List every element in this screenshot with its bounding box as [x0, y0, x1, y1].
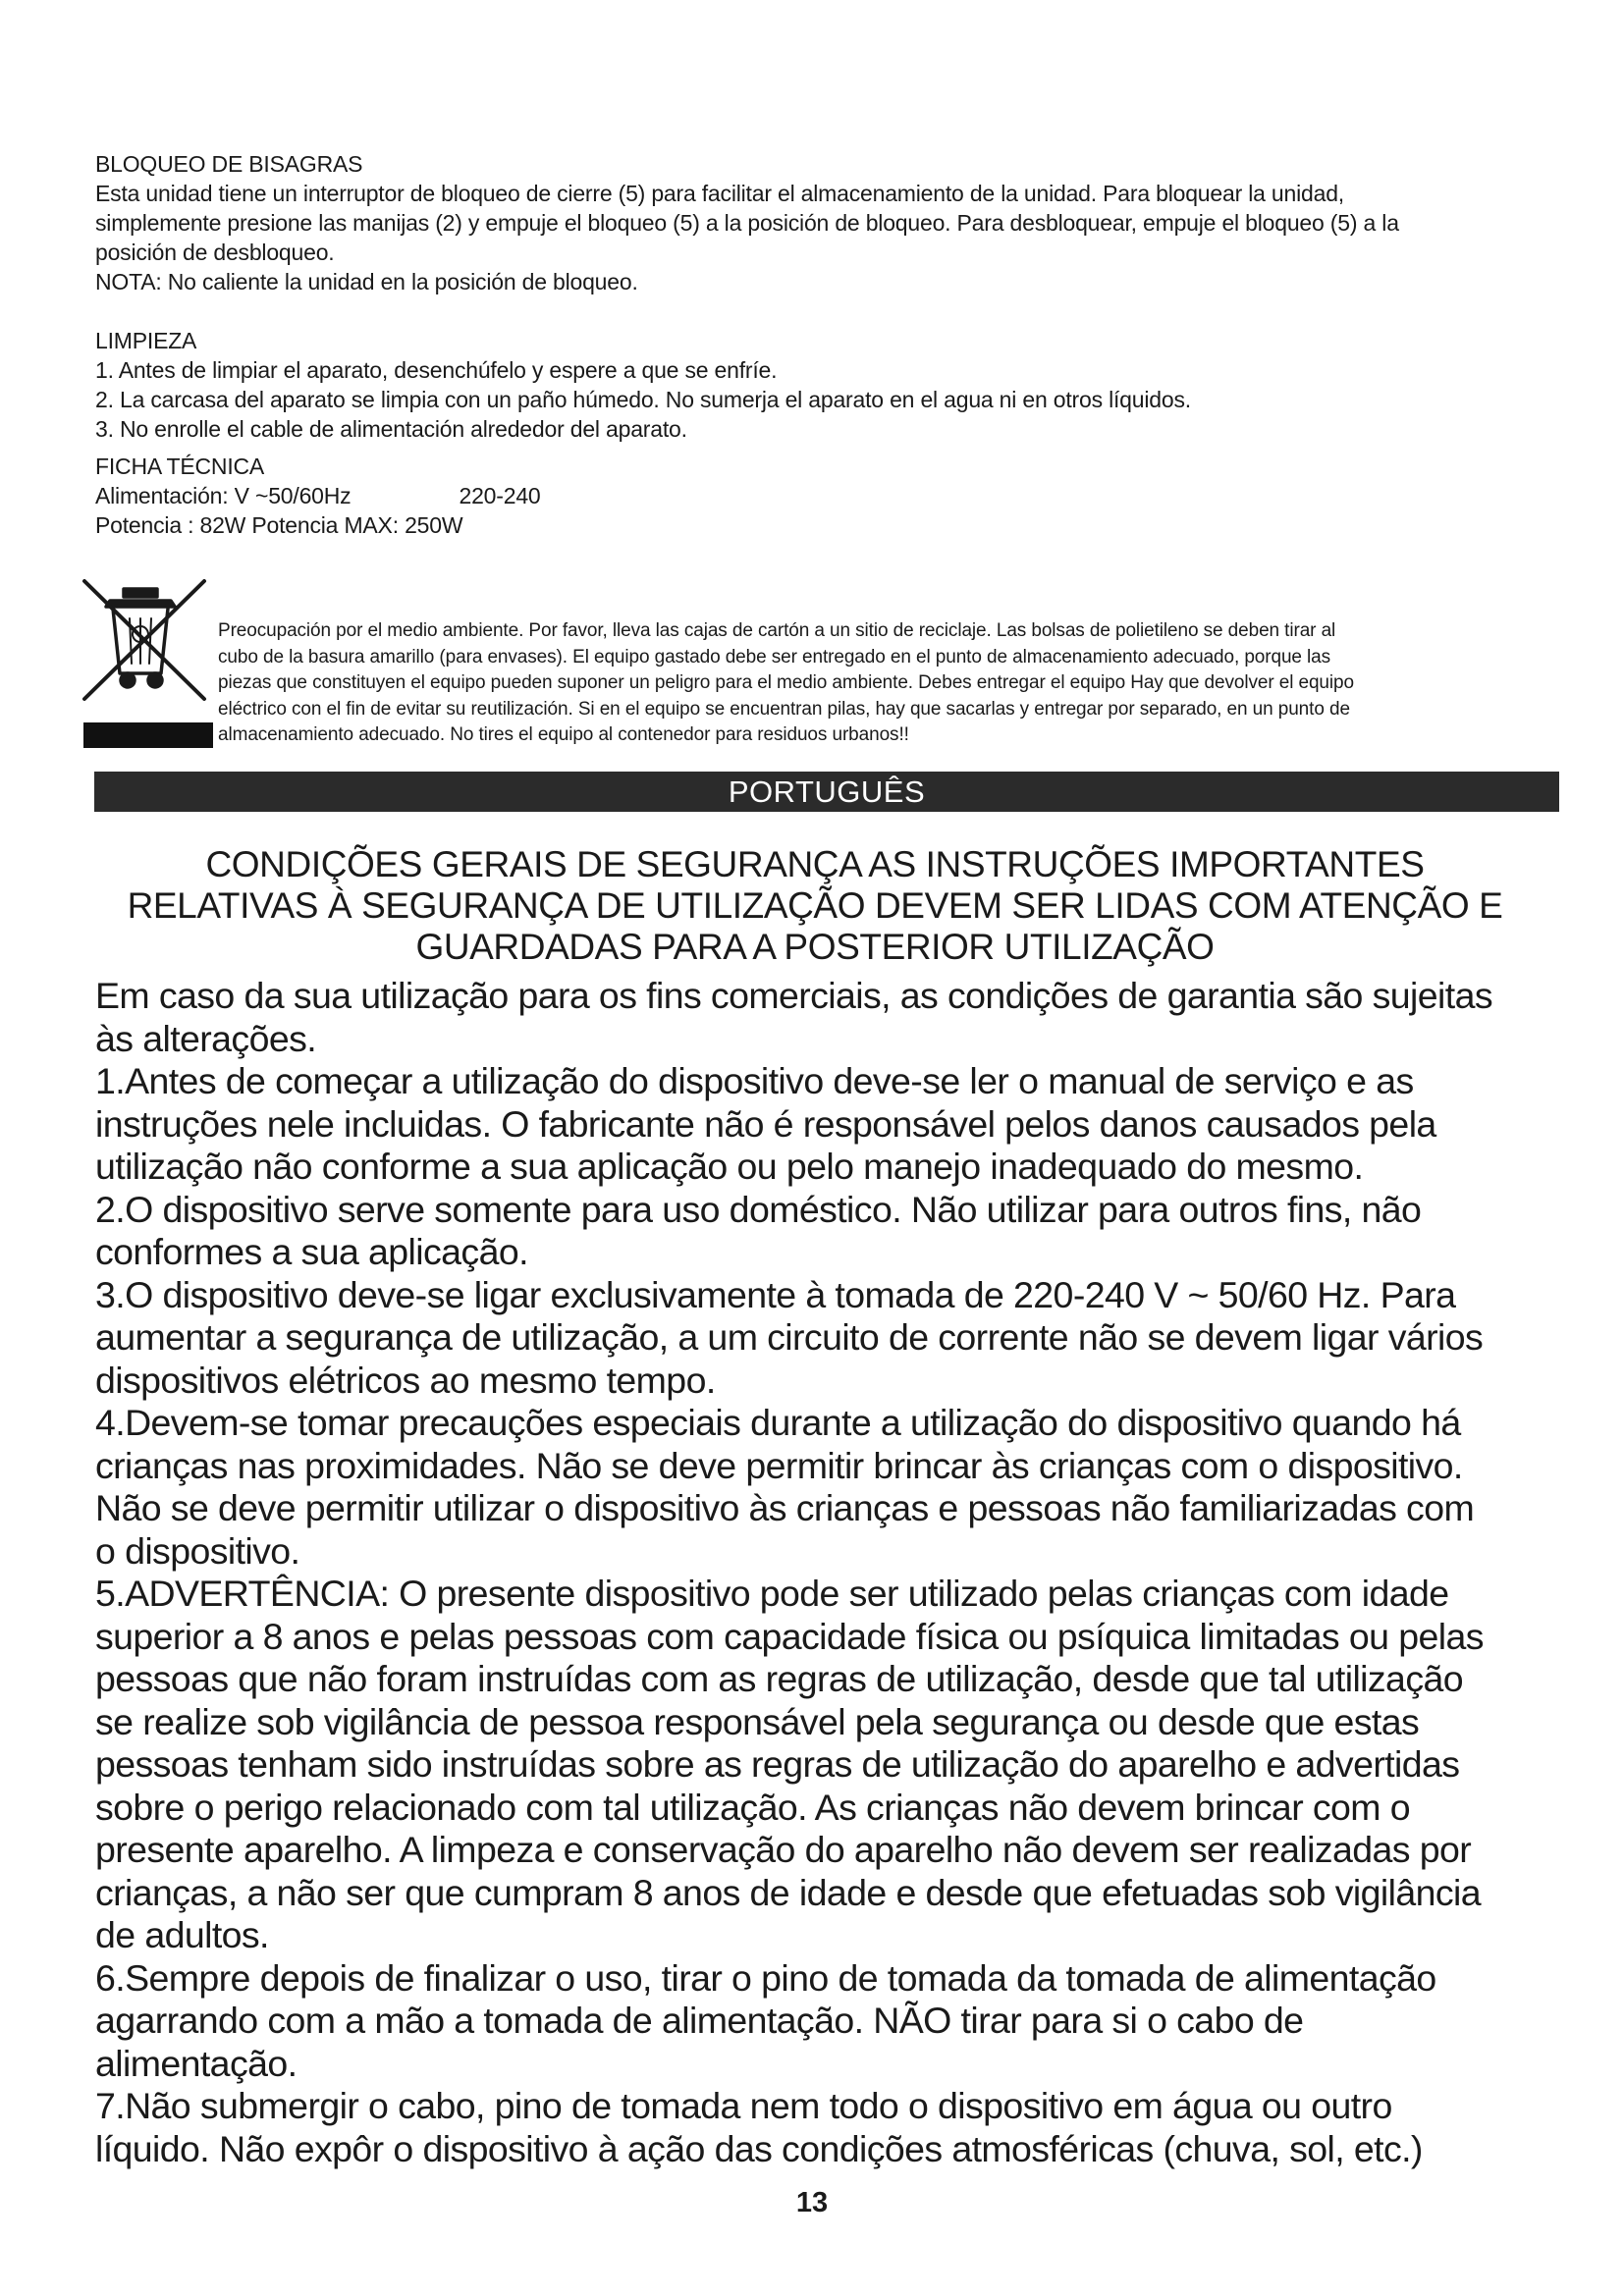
hinge-lock-line: posición de desbloqueo.: [95, 240, 335, 265]
recycling-line: Preocupación por el medio ambiente. Por favor, lleva las cajas de cartón a un sitio de reciclaje. Las bolsas de polietileno se deben tirar al: [218, 620, 1336, 641]
page-number: 13: [795, 2187, 829, 2218]
portuguese-body-line: pessoas tenham sido instruídas sobre as regras de utilização do aparelho e advertidas: [95, 1743, 1460, 1785]
portuguese-body-line: instruções nele incluidas. O fabricante não é responsável pelos danos causados pela: [95, 1102, 1436, 1145]
portuguese-body-line: 7.Não submergir o cabo, pino de tomada nem todo o dispositivo em água ou outro: [95, 2085, 1392, 2126]
portuguese-body-line: pessoas que não foram instruídas com as regras de utilização, desde que tal utilização: [95, 1658, 1463, 1699]
spanish-section: [95, 149, 1548, 540]
recycling-line: almacenamiento adecuado. No tires el equipo al contenedor para residuos urbanos!!: [218, 724, 909, 745]
portuguese-body-line: de adultos.: [95, 1914, 269, 1955]
portuguese-body-line: crianças nas proximidades. Não se deve permitir brincar às crianças com o dispositivo.: [95, 1444, 1463, 1486]
portuguese-body-line: líquido. Não expôr o dispositivo à ação das condições atmosféricas (chuva, sol, etc.): [95, 2127, 1423, 2169]
portuguese-body-line: o dispositivo.: [95, 1529, 300, 1572]
hinge-lock-heading: BLOQUEO DE BISAGRAS: [95, 151, 363, 177]
portuguese-title: [88, 844, 1542, 968]
recycling-line: eléctrico con el fin de evitar su reutilización. Si en el equipo se encuentran pilas, hay que sacarlas y entregar por separado, en un punto de: [218, 698, 1350, 720]
hinge-lock-section: [95, 149, 1548, 296]
portuguese-body-line: alimentação.: [95, 2042, 298, 2084]
portuguese-body-line: se realize sob vigilância de pessoa responsável pela segurança ou desde que estas: [95, 1700, 1420, 1742]
recycling-line: cubo de la basura amarillo (para envases). El equipo gastado debe ser entregado en el punto de almacenamiento adecuado, porque las: [218, 646, 1331, 667]
portuguese-body-line: crianças, a não ser que cumpram 8 anos de idade e desde que efetuadas sob vigilância: [95, 1871, 1481, 1913]
hinge-lock-line: simplemente presione las manijas (2) y empuje el bloqueo (5) a la posición de bloqueo. Para desbloquear, empuje el bloqueo (5) a la: [95, 210, 1399, 236]
portuguese-body-line: 6.Sempre depois de finalizar o uso, tirar o pino de tomada da tomada de alimentação: [95, 1956, 1436, 1999]
spec-power-supply-voltage: 220-240: [459, 483, 541, 508]
portuguese-title-line: CONDIÇÕES GERAIS DE SEGURANÇA AS INSTRUÇÕES IMPORTANTES: [205, 844, 1425, 884]
spec-power-supply-label: Alimentación: V ~50/60Hz: [95, 483, 352, 508]
portuguese-body-line: Não se deve permitir utilizar o dispositivo às crianças e pessoas não familiarizadas com: [95, 1487, 1475, 1528]
cleaning-step: 3. No enrolle el cable de alimentación alrededor del aparato.: [95, 416, 687, 442]
portuguese-body-line: presente aparelho. A limpeza e conservação do aparelho não devem ser realizadas por: [95, 1829, 1472, 1870]
recycling-notice: [81, 577, 1543, 759]
recycling-line: piezas que constituyen el equipo pueden suponer un peligro para el medio ambiente. Debes entregar el equipo Hay que devolver el equipo: [218, 672, 1354, 693]
portuguese-body-line: 4.Devem-se tomar precauções especiais durante a utilização do dispositivo quando há: [95, 1402, 1461, 1443]
portuguese-body-line: conformes a sua aplicação.: [95, 1231, 528, 1272]
portuguese-body: [95, 975, 1548, 2170]
portuguese-body-line: superior a 8 anos e pelas pessoas com capacidade física ou psíquica limitadas ou pelas: [95, 1615, 1484, 1657]
portuguese-body-line: Em caso da sua utilização para os fins comerciais, as condições de garantia são sujeitas: [95, 975, 1492, 1016]
cleaning-section: [95, 326, 1548, 444]
portuguese-body-line: 3.O dispositivo deve-se ligar exclusivamente à tomada de 220-240 V ~ 50/60 Hz. Para: [95, 1273, 1456, 1315]
portuguese-body-line: dispositivos elétricos ao mesmo tempo.: [95, 1359, 716, 1401]
spec-power: Potencia : 82W Potencia MAX: 250W: [95, 512, 463, 538]
language-banner: PORTUGUÊS: [94, 772, 1559, 812]
cleaning-heading: LIMPIEZA: [95, 328, 197, 353]
portuguese-body-line: 5.ADVERTÊNCIA: O presente dispositivo pode ser utilizado pelas crianças com idade: [95, 1573, 1449, 1614]
recycling-text: [218, 618, 1548, 749]
spec-power-supply: [95, 481, 1548, 510]
cleaning-step: 2. La carcasa del aparato se limpia con un paño húmedo. No sumerja el aparato en el agua ni en otros líquidos.: [95, 387, 1191, 412]
hinge-lock-note: NOTA: No caliente la unidad en la posición de bloqueo.: [95, 269, 638, 294]
portuguese-title-line: GUARDADAS PARA A POSTERIOR UTILIZAÇÃO: [415, 927, 1215, 967]
hinge-lock-line: Esta unidad tiene un interruptor de bloqueo de cierre (5) para facilitar el almacenamiento de la unidad. Para bloquear la unidad,: [95, 181, 1344, 206]
portuguese-body-line: às alterações.: [95, 1017, 317, 1059]
portuguese-body-line: 2.O dispositivo serve somente para uso doméstico. Não utilizar para outros fins, não: [95, 1188, 1422, 1230]
portuguese-body-line: sobre o perigo relacionado com tal utilização. As crianças não devem brincar com o: [95, 1786, 1411, 1828]
spec-section: [95, 452, 1548, 540]
portuguese-body-line: 1.Antes de começar a utilização do dispositivo deve-se ler o manual de serviço e as: [95, 1060, 1414, 1101]
bin-underline-bar: [83, 722, 213, 748]
spec-heading: FICHA TÉCNICA: [95, 454, 265, 479]
portuguese-body-line: agarrando com a mão a tomada de alimentação. NÃO tirar para si o cabo de: [95, 2000, 1304, 2041]
portuguese-title-line: RELATIVAS À SEGURANÇA DE UTILIZAÇÃO DEVEM SER LIDAS COM ATENÇÃO E: [127, 885, 1503, 926]
portuguese-body-line: aumentar a segurança de utilização, a um circuito de corrente não se devem ligar vários: [95, 1316, 1484, 1358]
portuguese-body-line: utilização não conforme a sua aplicação ou pelo manejo inadequado do mesmo.: [95, 1146, 1364, 1187]
cleaning-step: 1. Antes de limpiar el aparato, desenchúfelo y espere a que se enfríe.: [95, 357, 778, 383]
crossed-out-wheelie-bin-icon: [81, 577, 208, 705]
